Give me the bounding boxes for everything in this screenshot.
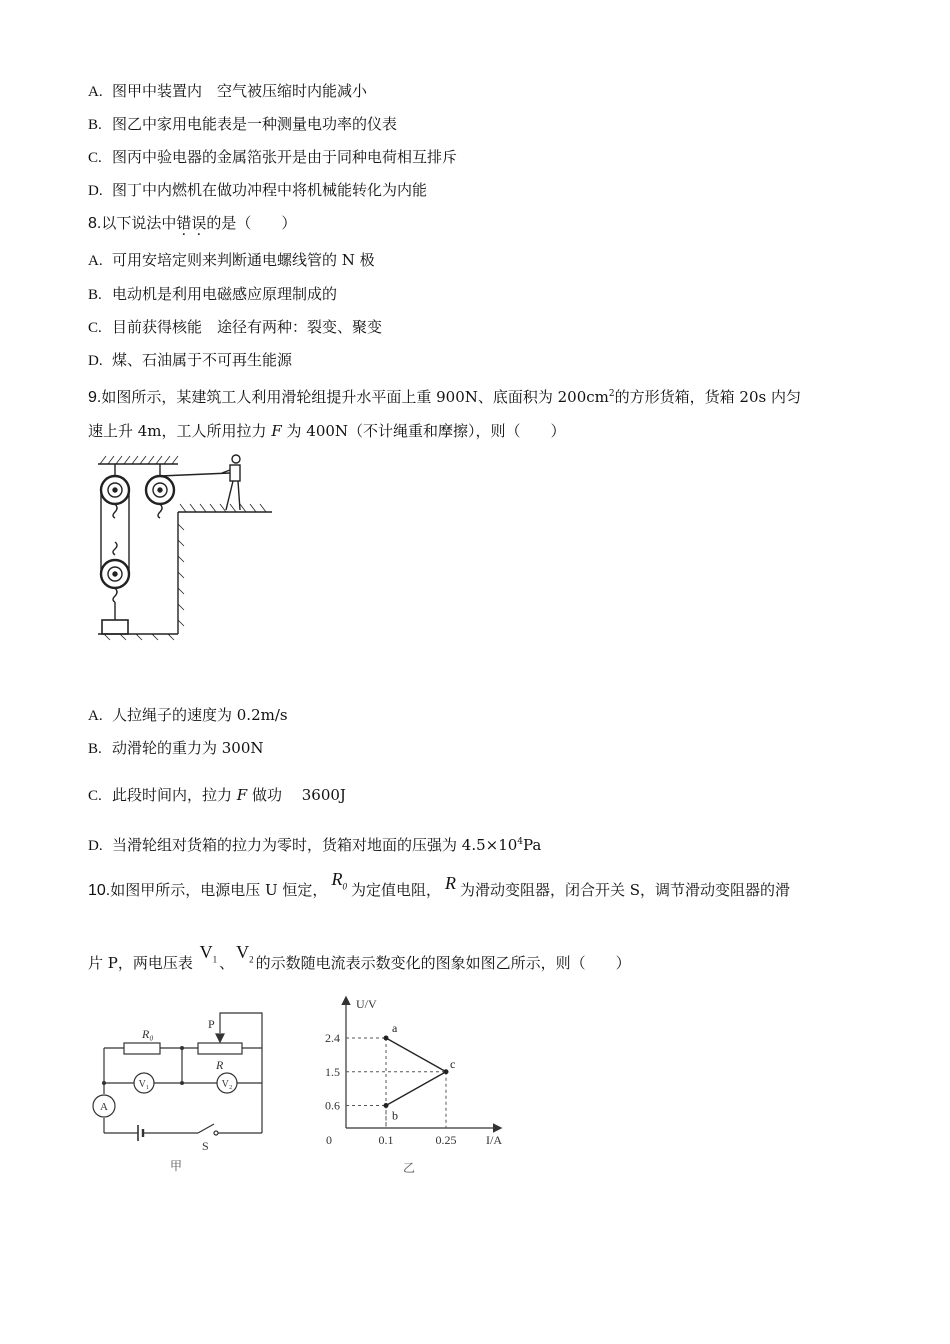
q9-option-b: B. 动滑轮的重力为 300N <box>88 739 264 757</box>
q9-option-a: A. 人拉绳子的速度为 0.2m/s <box>88 706 288 724</box>
q8-option-a: A. 可用安培定则来判断通电螺线管的 N 极 <box>88 251 375 269</box>
q7-option-a: A. 图甲中装置内 空气被压缩时内能减小 <box>88 82 368 100</box>
q10-stem-line2: 片 P，两电压表 $V_1$ 、$V_2$ 的示数随电流表示数变化的图象如图乙所示，则（ ） <box>88 942 631 972</box>
x-tick-0.1: 0.1 <box>378 1133 394 1147</box>
point-label-b: b <box>392 1108 398 1123</box>
v1-symbol: $V_1$ <box>199 942 218 965</box>
q7-option-c: C. 图丙中验电器的金属箔张开是由于同种电荷相互排斥 <box>88 148 458 166</box>
p-label: P <box>208 1017 215 1031</box>
series-line-b-c <box>386 1072 446 1106</box>
origin-label: 0 <box>326 1133 332 1147</box>
y-tick-1.5: 1.5 <box>325 1064 340 1079</box>
r-symbol: R <box>444 873 456 893</box>
q7-option-b: B. 图乙中家用电能表是一种测量电功率的仪表 <box>88 115 398 133</box>
caption-jia: 甲 <box>170 1159 183 1173</box>
series-line-a-c <box>386 1038 446 1072</box>
point-a <box>384 1036 389 1041</box>
r0-symbol: $R_0$ <box>331 869 347 892</box>
point-c <box>444 1069 449 1074</box>
caption-yi: 乙 <box>403 1161 416 1175</box>
point-label-c: c <box>450 1056 456 1071</box>
pulley-figure <box>90 452 280 642</box>
q9-option-d: D. 当滑轮组对货箱的拉力为零时，货箱对地面的压强为 $4.5\times 10^4Pa$ <box>88 836 542 854</box>
q8-option-b: B. 电动机是利用电磁感应原理制成的 <box>88 285 338 303</box>
point-b <box>384 1103 389 1108</box>
ui-graph <box>300 996 530 1176</box>
y-tick-2.4: 2.4 <box>325 1031 340 1045</box>
r-label: R <box>216 1058 224 1072</box>
q10-stem-line1: 10.如图甲所示，电源电压 U 恒定，$R_0$ 为定值电阻， R 为滑动变阻器，闭合开关 S，调节滑动变阻器的滑 <box>88 869 790 899</box>
v1-meter-label: V₁ <box>138 1079 150 1090</box>
circuit-diagram <box>90 1008 280 1178</box>
switch-label: S <box>202 1139 209 1153</box>
q9-stem-line2: 速上升 4m，工人所用拉力 F 为 400N（不计绳重和摩擦），则（ ） <box>88 422 566 440</box>
q9-stem-line1: 9.如图所示，某建筑工人利用滑轮组提升水平面上重 900N、底面积为 $200cm^2$的方形货箱，货箱 20s 内匀 <box>88 388 801 406</box>
r0-label: R₀ <box>142 1027 154 1041</box>
q8-option-c: C. 目前获得核能 途径有两种：裂变、聚变 <box>88 318 383 336</box>
x-tick-0.25: 0.25 <box>435 1133 457 1147</box>
q7-option-d: D. 图丁中内燃机在做功冲程中将机械能转化为内能 <box>88 181 428 199</box>
y-tick-0.6: 0.6 <box>325 1098 340 1113</box>
y-axis-label: U/V <box>356 997 377 1011</box>
q8-option-d: D. 煤、石油属于不可再生能源 <box>88 351 293 369</box>
q8-stem: 8.以下说法中错误的是（ ） <box>88 214 297 232</box>
x-axis-label: I/A <box>486 1133 502 1147</box>
q9-option-c: C. 此段时间内，拉力 F 做功 3600J <box>88 786 346 804</box>
ammeter-label: A <box>100 1101 108 1113</box>
point-label-a: a <box>392 1021 398 1035</box>
v2-meter-label: V₂ <box>221 1079 233 1090</box>
v2-symbol: $V_2$ <box>236 942 254 965</box>
